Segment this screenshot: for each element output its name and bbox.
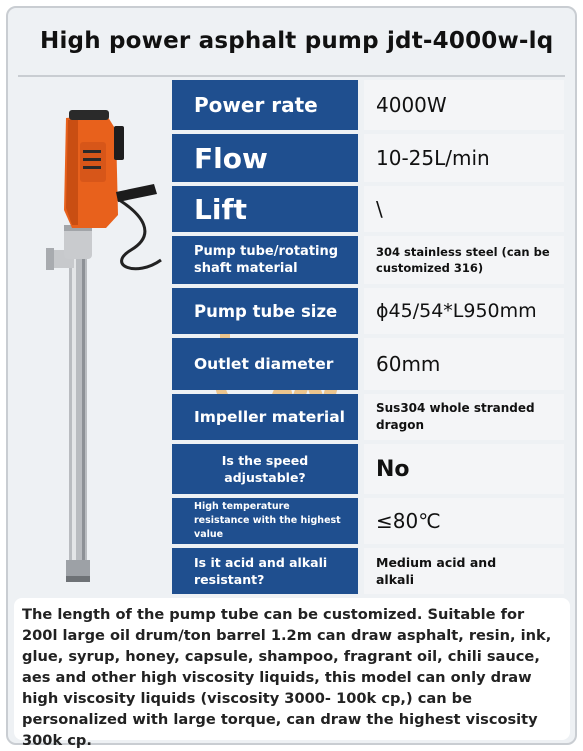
spec-label: Pump tube/rotating shaft material — [172, 236, 358, 284]
spec-value: Sus304 whole stranded dragon — [364, 394, 564, 440]
spec-row-tube-size — [172, 288, 564, 334]
spec-row-speed-adjustable — [172, 444, 564, 494]
spec-row-flow — [172, 134, 564, 182]
side-handle — [116, 184, 157, 202]
spec-row-temperature — [172, 498, 564, 544]
spec-label: Lift — [172, 186, 358, 232]
power-cable — [111, 195, 161, 269]
switch-box — [114, 126, 124, 160]
spec-value: 304 stainless steel (can be customized 316) — [364, 236, 564, 284]
spec-label: Impeller material — [172, 394, 358, 440]
spec-value: ≤80℃ — [364, 498, 564, 544]
spec-row-outlet-diameter — [172, 338, 564, 390]
product-description: The length of the pump tube can be customized. Suitable for 200l large oil drum/ton barrel 1.2m can draw asphalt, resin, ink, glue, syrup, honey, capsule, shampoo, fragrant oil, chili sauce, aes and other high viscosity liquids, this model can only draw high viscosity liquids (viscosity 3000- 100k cp,) can be personalized with large torque, can draw the highest viscosity 300k cp. — [14, 598, 570, 740]
spec-label: Power rate — [172, 80, 358, 130]
page-title: High power asphalt pump jdt-4000w-lq — [40, 28, 554, 54]
spec-value: ϕ45/54*L950mm — [364, 288, 564, 334]
pump-image — [36, 100, 176, 590]
spec-label: Pump tube size — [172, 288, 358, 334]
spec-label: High temperature resistance with the highest value — [172, 498, 358, 544]
spec-value: \ — [364, 186, 564, 232]
spec-label: Outlet diameter — [172, 338, 358, 390]
spec-row-impeller-material — [172, 394, 564, 440]
spec-value: 10-25L/min — [364, 134, 564, 182]
spec-value: 4000W — [364, 80, 564, 130]
spec-row-lift — [172, 186, 564, 232]
spec-row-shaft-material — [172, 236, 564, 284]
spec-value: No — [364, 444, 564, 494]
spec-row-power-rate — [172, 80, 564, 130]
spec-value: Medium acid and alkali — [364, 548, 564, 594]
spec-label: Flow — [172, 134, 358, 182]
spec-value: 60mm — [364, 338, 564, 390]
spec-label: Is it acid and alkali resistant? — [172, 548, 358, 594]
spec-label: Is the speed adjustable? — [172, 444, 358, 494]
title-divider — [18, 75, 565, 77]
spec-row-acid-alkali — [172, 548, 564, 594]
